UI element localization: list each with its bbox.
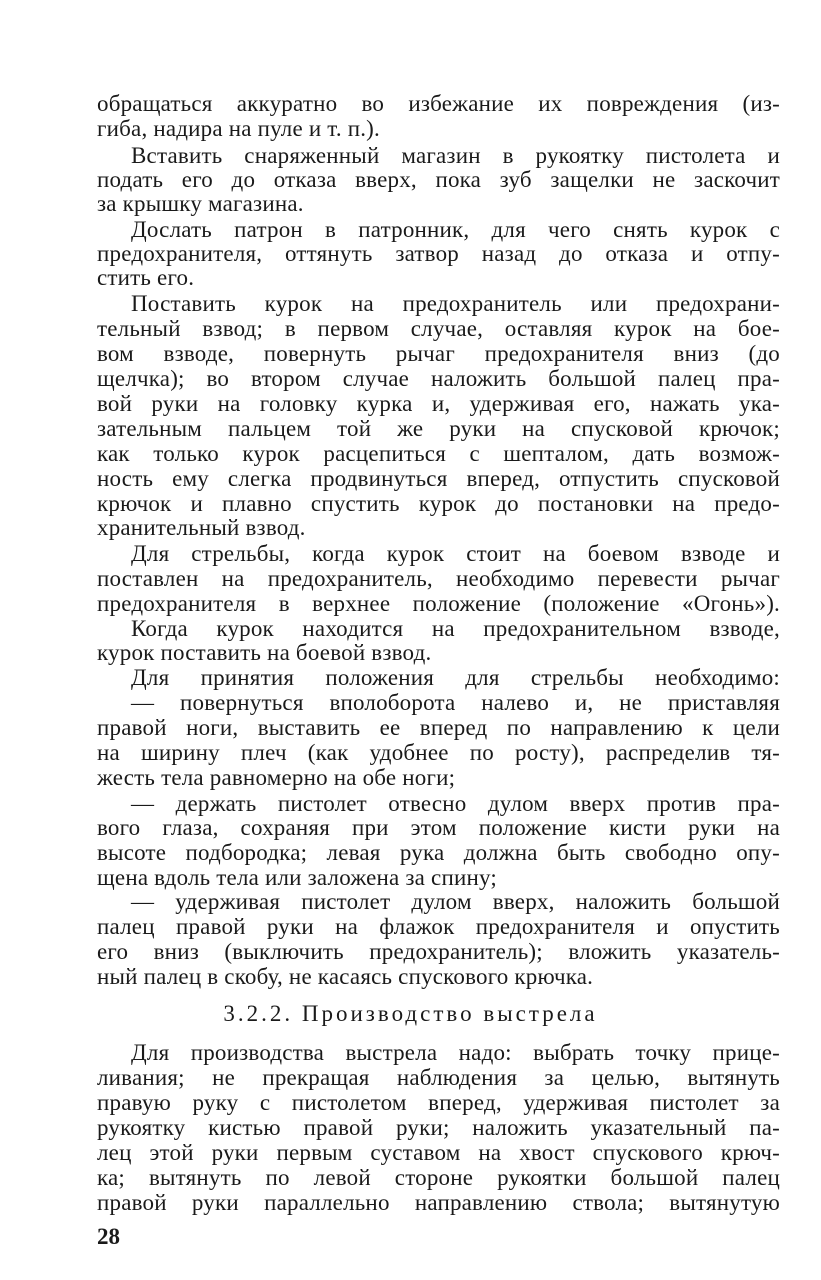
text-line: хранительный взвод. — [97, 515, 306, 540]
text-line: рукоятку кистью правой руки; наложить указательный па- — [97, 1115, 780, 1140]
text-line: на ширину плеч (как удобнее по росту), распределив тя- — [97, 740, 780, 765]
text-line: Вставить снаряженный магазин в рукоятку пистолета и — [131, 143, 780, 168]
text-line: щелчка); во втором случае наложить большой палец пра- — [97, 366, 780, 391]
text-line: ность ему слегка продвинуться вперед, отпустить спусковой — [97, 466, 780, 491]
text-line: вом взводе, повернуть рычаг предохранителя вниз (до — [97, 341, 780, 366]
text-line: Для принятия положения для стрельбы необходимо: — [131, 665, 780, 690]
text-line: предохранителя в верхнее положение (положение «Огонь»). — [97, 591, 780, 616]
text-line: крючок и плавно спустить курок до постановки на предо- — [97, 491, 780, 516]
text-line: за крышку магазина. — [97, 191, 304, 216]
text-line: стить его. — [97, 265, 195, 290]
page-number: 28 — [97, 1224, 120, 1249]
text-line: правой ноги, выставить ее вперед по направлению к цели — [97, 715, 780, 740]
text-line: Когда курок находится на предохранительном взводе, — [131, 616, 780, 641]
text-line: правую руку с пистолетом вперед, удерживая пистолет за — [97, 1090, 780, 1115]
text-line: жесть тела равномерно на обе ноги; — [97, 765, 456, 790]
text-line: — держать пистолет отвесно дулом вверх против пра- — [131, 791, 780, 816]
text-line: тельный взвод; в первом случае, оставляя курок на бое- — [97, 316, 780, 341]
text-line: — удерживая пистолет дулом вверх, наложить большой — [131, 889, 780, 914]
text-line: палец правой руки на флажок предохранителя и опустить — [97, 914, 780, 939]
text-line: лец этой руки первым суставом на хвост спускового крюч- — [97, 1140, 780, 1165]
text-line: высоте подбородка; левая рука должна быть свободно опу- — [97, 840, 780, 865]
text-line: предохранителя, оттянуть затвор назад до отказа и отпу- — [97, 241, 780, 266]
text-line: правой руки параллельно направлению ствола; вытянутую — [97, 1190, 780, 1215]
text-line: ный палец в скобу, не касаясь спускового крючка. — [97, 964, 594, 989]
text-line: щена вдоль тела или заложена за спину; — [97, 865, 497, 890]
section-heading: 3.2.2. Производство выстрела — [223, 1001, 598, 1026]
text-line: вой руки на головку курка и, удерживая его, нажать ука- — [97, 391, 780, 416]
text-line: обращаться аккуратно во избежание их повреждения (из- — [97, 91, 780, 116]
text-line: курок поставить на боевой взвод. — [97, 640, 432, 665]
text-line: подать его до отказа вверх, пока зуб защелки не заскочит — [97, 167, 780, 192]
text-line: его вниз (выключить предохранитель); вложить указатель- — [97, 939, 780, 964]
text-line: вого глаза, сохраняя при этом положение кисти руки на — [97, 815, 780, 840]
text-line: гиба, надира на пуле и т. п.). — [97, 116, 380, 141]
text-line: Для производства выстрела надо: выбрать точку прице- — [131, 1040, 780, 1065]
text-line: зательным пальцем той же руки на спусковой крючок; — [97, 416, 780, 441]
text-line: ка; вытянуть по левой стороне рукоятки большой палец — [97, 1165, 780, 1190]
text-line: — повернуться вполоборота налево и, не приставляя — [131, 690, 780, 715]
text-line: ливания; не прекращая наблюдения за целью, вытянуть — [97, 1065, 780, 1090]
text-line: Дослать патрон в патронник, для чего снять курок с — [131, 217, 780, 242]
text-line: Поставить курок на предохранитель или предохрани- — [131, 291, 780, 316]
text-line: поставлен на предохранитель, необходимо перевести рычаг — [97, 566, 780, 591]
text-line: Для стрельбы, когда курок стоит на боевом взводе и — [131, 541, 780, 566]
text-line: как только курок расцепиться с шепталом, дать возмож- — [97, 441, 780, 466]
